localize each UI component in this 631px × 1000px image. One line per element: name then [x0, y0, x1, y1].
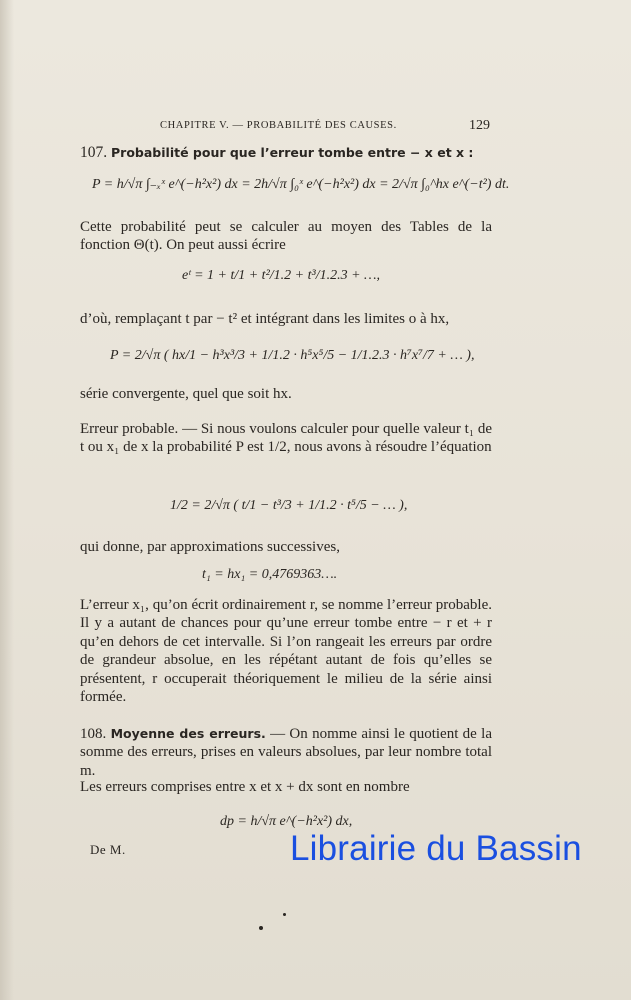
paragraph-erreur-x1: L’erreur x₁, qu’on écrit ordinairement r, se nomme l’erreur probable. Il y a autant de chances pour qu’une erreur tombe entre − r et + r qu’en dehors de cet intervalle. Si l’on rangeait les erreurs par ordre de grandeur absolue, en les répétant autant de fois qu’elles se présentent, r occuperait théoriquement le milieu de la série ainsi formée. — [80, 597, 492, 706]
section-108-number: 108. — [80, 726, 107, 742]
formula-half-probability: 1/2 = 2/√π ( t/1 − t³/3 + 1/1.2 · t⁵/5 − … ), — [170, 498, 408, 513]
section-108-title: Moyenne des erreurs. — [110, 726, 266, 741]
chapter-title: CHAPITRE V. — PROBABILITÉ DES CAUSES. — [160, 120, 397, 131]
formula-probability-integral: P = h/√π ∫₋ₓˣ e^(−h²x²) dx = 2h/√π ∫₀ˣ e^(−h²x²) dx = 2/√π ∫₀^hx e^(−t²) dt. — [92, 177, 510, 192]
paragraph-comprises: Les erreurs comprises entre x et x + dx sont en nombre — [80, 779, 410, 795]
section-107-title: Probabilité pour que l’erreur tombe entre − x et x : — [111, 145, 474, 160]
section-108-paragraph — [80, 725, 492, 780]
formula-dp: dp = h/√π e^(−h²x²) dx, — [220, 814, 353, 829]
paragraph-convergente: série convergente, quel que soit hx. — [80, 386, 292, 402]
paper-speck — [283, 913, 286, 916]
formula-t1-value: t₁ = hx₁ = 0,4769363…. — [202, 567, 338, 582]
watermark-text: Librairie du Bassin — [290, 829, 582, 868]
paragraph-tables: Cette probabilité peut se calculer au moyen des Tables de la fonction Θ(t). On peut aussi écrire — [80, 219, 492, 254]
paper-speck — [259, 926, 263, 930]
paragraph-approximations: qui donne, par approximations successives, — [80, 539, 340, 555]
running-header — [160, 120, 490, 131]
formula-exponential-series: eᵗ = 1 + t/1 + t²/1.2 + t³/1.2.3 + …, — [182, 268, 380, 283]
section-107-heading — [80, 144, 473, 162]
footer-signature: De M. — [90, 842, 126, 857]
formula-probability-series: P = 2/√π ( hx/1 − h³x³/3 + 1/1.2 · h⁵x⁵/5 − 1/1.2.3 · h⁷x⁷/7 + … ), — [110, 348, 475, 363]
paragraph-erreur-probable: Erreur probable. — Si nous voulons calculer pour quelle valeur t₁ de t ou x₁ de x la probabilité P est 1/2, nous avons à résoudre l’équation — [80, 421, 492, 456]
paragraph-remplacant: d’où, remplaçant t par − t² et intégrant dans les limites o à hx, — [80, 311, 450, 327]
paragraph-moyenne: — On nomme ainsi le quotient de la somme des erreurs, prises en valeurs absolues, par leur nombre total m. — [80, 726, 492, 779]
page-edge-shadow — [0, 0, 14, 1000]
page-number: 129 — [469, 118, 490, 133]
section-107-number: 107. — [80, 144, 108, 161]
